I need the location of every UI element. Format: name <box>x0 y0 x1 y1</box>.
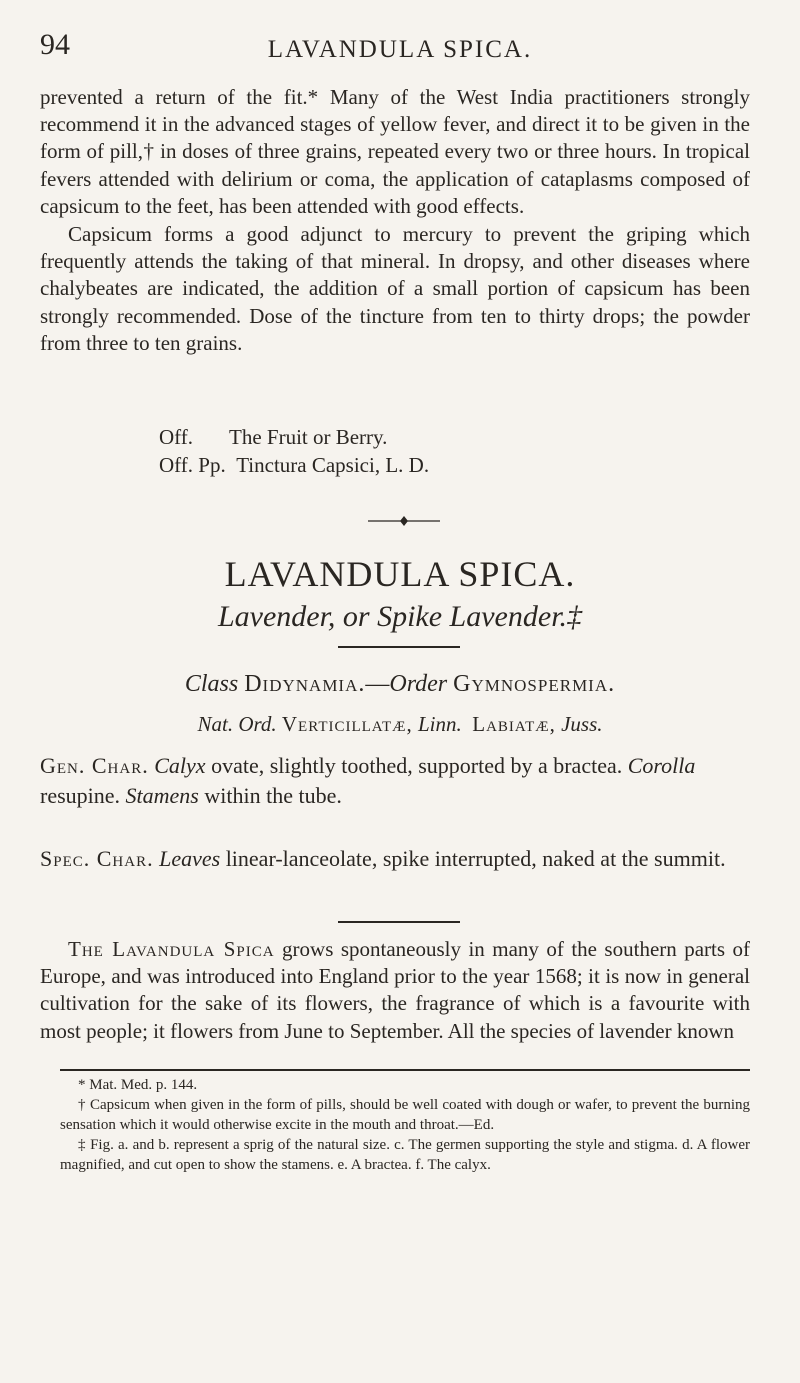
footnote-pills: † Capsicum when given in the form of pills, should be well coated with dough or wafer, to prevent the burning sensation which it would otherwise excite in the mouth and throat.—Ed. <box>60 1097 750 1133</box>
leaves-text: linear-lanceolate, spike interrupted, naked at the summit. <box>225 846 726 871</box>
spec-char-label: Spec. Char. <box>40 846 154 871</box>
calyx-text: ovate, slightly toothed, supported by a bractea. <box>211 753 623 778</box>
officinal-tincture <box>159 452 429 479</box>
section-title: LAVANDULA SPICA. <box>224 554 576 594</box>
specific-character <box>40 844 755 874</box>
page-number: 94 <box>40 28 70 61</box>
officinal-label: Off. Pp. <box>159 453 226 477</box>
footnote-rule <box>60 1069 750 1071</box>
officinal-text: The Fruit or Berry. <box>229 425 388 449</box>
paragraph-lavandula <box>40 936 750 1045</box>
footnotes <box>60 1075 750 1175</box>
title-rule <box>338 646 460 648</box>
paragraph-lead: The Lavandula Spica <box>68 937 275 961</box>
stamens-label: Stamens <box>125 783 199 808</box>
section-rule <box>338 921 460 923</box>
leaves-label: Leaves <box>159 846 221 871</box>
nat-ord-value-linn: Verticillatæ, <box>281 712 413 736</box>
nat-ord-author-linn: Linn. <box>417 712 462 736</box>
generic-character <box>40 751 755 811</box>
nat-ord-author-juss: Juss. <box>561 712 603 736</box>
officinal-fruit <box>159 424 387 451</box>
paragraph-capsicum-fever: prevented a return of the fit.* Many of the West India practitioners strongly recommend it in the advanced stages of yellow fever, and direct it to be given in the form of pill,† in doses of three grains, repeated every two or three hours. In tropical fevers attended with delirium or coma, the application of cataplasms composed of capsicum to the feet, has been attended with good effects. <box>40 85 750 218</box>
order-label: Order <box>389 671 448 697</box>
nat-ord-label: Nat. Ord. <box>197 712 277 736</box>
class-label: Class <box>184 671 239 697</box>
classification-line: Class Didynamia.—Order Gymnospermia. <box>184 671 616 697</box>
order-value: Gymnospermia. <box>453 671 616 697</box>
corolla-text: resupine. <box>40 783 121 808</box>
paragraph-text: grows spontaneously in many of the southern parts of Europe, and was introduced into England prior to the year 1568; it is now in general cultivation for the sake of its flowers, the fragrance of which is a favourite with most people; it flowers from June to September. All the species of lavender known <box>40 937 750 1043</box>
ornamental-divider <box>368 515 440 527</box>
footnote-materia-medica: * Mat. Med. p. 144. <box>78 1077 198 1093</box>
paragraph-capsicum-adjunct: Capsicum forms a good adjunct to mercury to prevent the griping which frequently attends the taking of that mineral. In dropsy, and other diseases where chalybeates are indicated, the addition of a small portion of capsicum has been strongly recommended. Dose of the tincture from ten to thirty drops; the powder from three to ten grains. <box>40 222 750 355</box>
footnote-figures: ‡ Fig. a. and b. represent a sprig of the natural size. c. The germen supporting the style and stigma. d. A flower magnified, and cut open to show the stamens. e. A bractea. f. The calyx. <box>60 1137 750 1173</box>
section-subtitle: Lavender, or Spike Lavender.‡ <box>217 600 583 633</box>
officinal-label: Off. <box>159 425 194 449</box>
corolla-label: Corolla <box>627 753 696 778</box>
stamens-text: within the tube. <box>204 783 342 808</box>
gen-char-label: Gen. Char. <box>40 753 149 778</box>
natural-order-line <box>0 712 800 737</box>
class-value: Didynamia. <box>244 671 366 697</box>
calyx-label: Calyx <box>154 753 206 778</box>
officinal-text: Tinctura Capsici, L. D. <box>236 453 430 477</box>
page-header <box>0 22 800 62</box>
running-title: LAVANDULA SPICA. <box>267 36 533 63</box>
nat-ord-value-juss: Labiatæ, <box>472 712 556 736</box>
